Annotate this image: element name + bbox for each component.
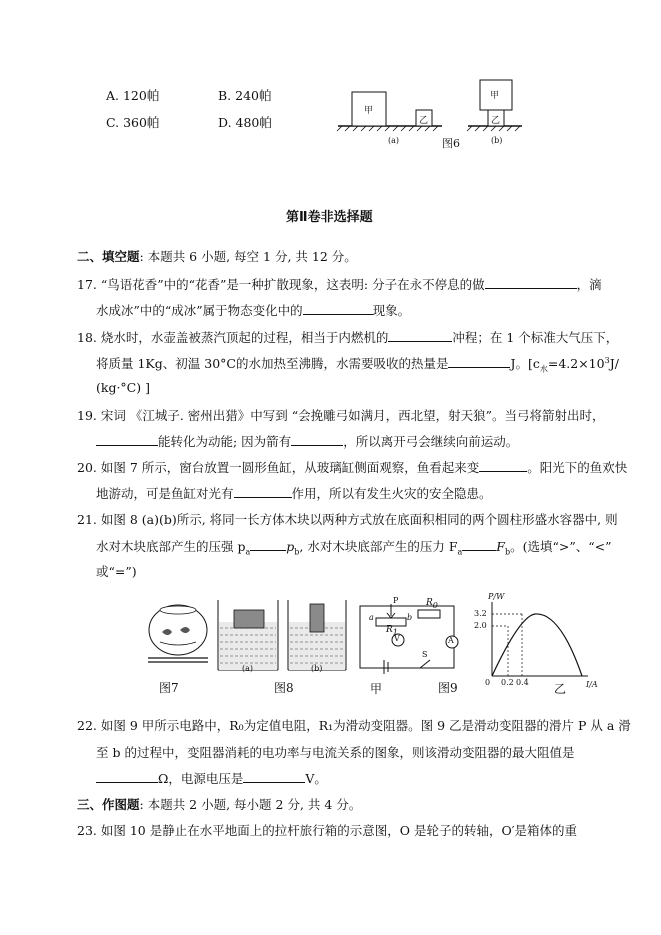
x-tick-0: 0 bbox=[485, 678, 491, 687]
figure-6 bbox=[330, 78, 530, 153]
q18-text-2c: =4.2×10 bbox=[547, 356, 605, 371]
q19-line1 bbox=[77, 406, 605, 424]
q22-blank-1[interactable] bbox=[96, 770, 158, 783]
fig6-label-a: (a) bbox=[388, 136, 400, 145]
q18-text-1a: 烧水时，水壶盖被蒸汽顶起的过程，相当于内燃机的 bbox=[100, 330, 389, 345]
q22-line3 bbox=[96, 769, 327, 787]
q23-text-1: 如图 10 是静止在水平地面上的拉杆旅行箱的示意图，O 是轮子的转轴，O′是箱体的重 bbox=[100, 823, 578, 838]
i-axis-label: I/A bbox=[586, 680, 598, 689]
end-label-b: b bbox=[407, 613, 413, 622]
q21-text-2b: , 水对木块底部产生的压力 F bbox=[299, 539, 458, 554]
fig6-jia-b: 甲 bbox=[490, 91, 500, 101]
graph-label-yi: 乙 bbox=[554, 682, 567, 696]
q22-number: 22. bbox=[77, 718, 97, 733]
fig8-label-b: (b) bbox=[311, 664, 323, 673]
q21-sub-b: b bbox=[294, 547, 300, 557]
fish-bowl-drawing bbox=[148, 605, 208, 662]
voltmeter-label: V bbox=[394, 634, 400, 643]
ammeter-label: A bbox=[448, 636, 454, 645]
fig7-caption: 图7 bbox=[159, 681, 179, 695]
q17-number: 17. bbox=[77, 277, 97, 292]
section-title: 第Ⅱ卷非选择题 bbox=[286, 210, 373, 225]
part2-heading: 二、填空题 bbox=[77, 249, 140, 264]
q21-text-2a: 水对木块底部产生的压强 p bbox=[96, 539, 246, 554]
part3-heading: 三、作图题 bbox=[77, 797, 140, 812]
q17-blank-2[interactable] bbox=[303, 302, 373, 315]
q21-sub-a: a bbox=[245, 547, 251, 557]
fig6-yi-a: 乙 bbox=[419, 116, 429, 126]
q21-sub-fa: a bbox=[457, 547, 463, 557]
q17-text-2a: 水成冰”中的“成冰”属于物态变化中的 bbox=[96, 303, 303, 318]
fig6-jia-a: 甲 bbox=[364, 106, 374, 116]
q18-text-2a: 将质量 1Kg、初温 30°C的水加热至沸腾，水需要吸收的热量是 bbox=[96, 356, 449, 371]
q20-line2 bbox=[96, 484, 492, 502]
q19-text-2a: 能转化为动能; 因为箭有 bbox=[158, 434, 292, 449]
q18-line2 bbox=[96, 354, 619, 375]
x-tick-0-2: 0.2 bbox=[501, 678, 514, 687]
q22-line2: 至 b 的过程中，变阻器消耗的电功率与电流关系的图象，则该滑动变阻器的最大阻值是 bbox=[96, 745, 575, 760]
q22-text-3b: V。 bbox=[305, 771, 327, 786]
switch-label: S bbox=[422, 650, 428, 659]
q20-text-2b: 作用，所以有发生火灾的安全隐患。 bbox=[291, 486, 492, 501]
q21-blank-1[interactable] bbox=[250, 538, 286, 551]
p-axis-label: P/W bbox=[488, 592, 505, 601]
container-a-drawing bbox=[218, 600, 278, 670]
slider-label-p: P bbox=[393, 596, 399, 605]
end-label-a: a bbox=[369, 613, 374, 622]
q21-text-1: 如图 8 (a)(b)所示, 将同一长方体木块以两种方式放在底面积相同的两个圆柱形盛水容器中, 则 bbox=[100, 512, 618, 527]
fig6-label-b: (b) bbox=[491, 136, 503, 145]
q23-number: 23. bbox=[77, 823, 97, 838]
r0-label: R0 bbox=[426, 598, 438, 610]
x-tick-0-4: 0.4 bbox=[516, 678, 529, 687]
option-b: B. 240帕 bbox=[218, 88, 272, 103]
q19-blank-2[interactable] bbox=[291, 433, 343, 446]
q17-line2 bbox=[96, 301, 410, 319]
y-tick-3-2: 3.2 bbox=[474, 609, 487, 618]
q22-text-3a: Ω，电源电压是 bbox=[158, 771, 244, 786]
q18-line1 bbox=[77, 328, 618, 346]
q18-text-1b: 冲程；在 1 个标准大气压下， bbox=[452, 330, 619, 345]
q18-number: 18. bbox=[77, 330, 97, 345]
q21-sub-fb: b bbox=[504, 547, 511, 557]
fig8-caption: 图8 bbox=[274, 681, 294, 695]
q21-p: p bbox=[286, 539, 295, 554]
q18-line3: (kg·°C) ] bbox=[96, 380, 150, 395]
q21-number: 21. bbox=[77, 512, 97, 527]
q20-blank-2[interactable] bbox=[234, 485, 292, 498]
r1-label: R1 bbox=[386, 625, 398, 637]
q18-sup: 3 bbox=[604, 355, 610, 365]
q21-line1 bbox=[77, 510, 618, 528]
q20-blank-1[interactable] bbox=[479, 459, 527, 472]
circuit-label-jia: 甲 bbox=[370, 682, 383, 696]
q19-blank-1[interactable] bbox=[96, 433, 158, 446]
q18-text-2d: J/ bbox=[609, 356, 619, 371]
q19-line2 bbox=[96, 432, 518, 450]
q20-text-1b: 。阳光下的鱼欢快 bbox=[527, 460, 628, 475]
q20-number: 20. bbox=[77, 460, 97, 475]
q22-blank-2[interactable] bbox=[243, 770, 305, 783]
q19-number: 19. bbox=[77, 408, 97, 423]
q20-text-2a: 地游动，可是鱼缸对光有 bbox=[96, 486, 234, 501]
fig9-caption: 图9 bbox=[438, 681, 458, 695]
fig6-yi-b: 乙 bbox=[491, 116, 501, 126]
y-tick-2-0: 2.0 bbox=[474, 621, 487, 630]
q18-blank-1[interactable] bbox=[388, 329, 452, 342]
power-graph-drawing bbox=[492, 602, 588, 676]
q17-text-1b: ，滴 bbox=[576, 277, 602, 292]
q20-text-1a: 如图 7 所示，窗台放置一圆形鱼缸，从玻璃缸侧面观察，鱼看起来变 bbox=[100, 460, 480, 475]
figures-row bbox=[140, 592, 600, 696]
fig6-caption: 图6 bbox=[442, 137, 460, 150]
option-c: C. 360帕 bbox=[106, 115, 160, 130]
q17-text-2b: 现象。 bbox=[372, 303, 411, 318]
option-a: A. 120帕 bbox=[106, 88, 160, 103]
q17-blank-1[interactable] bbox=[485, 276, 577, 289]
container-b-drawing bbox=[288, 600, 346, 670]
part3-heading-line bbox=[77, 795, 361, 813]
q17-line1 bbox=[77, 275, 602, 293]
part2-heading-line bbox=[77, 247, 357, 265]
q22-text-1: 如图 9 甲所示电路中，R₀为定值电阻，R₁为滑动变阻器。图 9 乙是滑动变阻器的滑片 P 从 a 滑 bbox=[100, 718, 631, 733]
q19-text-2b: ，所以离开弓会继续向前运动。 bbox=[343, 434, 519, 449]
q18-text-2b: J。[c bbox=[510, 356, 540, 371]
option-d: D. 480帕 bbox=[218, 115, 272, 130]
q20-line1 bbox=[77, 458, 627, 476]
q22-line1 bbox=[77, 716, 631, 734]
q21-blank-2[interactable] bbox=[462, 538, 496, 551]
q18-sub-water: 水 bbox=[539, 364, 548, 374]
part2-desc: : 本题共 6 小题, 每空 1 分, 共 12 分。 bbox=[139, 249, 357, 264]
part3-desc: : 本题共 2 小题, 每小题 2 分, 共 4 分。 bbox=[139, 797, 362, 812]
q23-line1 bbox=[77, 821, 577, 839]
q17-text-1a: “鸟语花香”中的“花香”是一种扩散现象，这表明: 分子在永不停息的做 bbox=[100, 277, 485, 292]
q21-line2 bbox=[96, 537, 612, 557]
q21-line3: 或“=”) bbox=[96, 564, 137, 579]
q18-blank-2[interactable] bbox=[448, 355, 510, 368]
fig8-label-a: (a) bbox=[242, 664, 254, 673]
q19-text-1: 宋词 《江城子. 密州出猎》中写到 “会挽雕弓如满月，西北望，射天狼”。当弓将箭射出时， bbox=[100, 408, 605, 423]
q21-text-2c: 。(选填“>”、“<” bbox=[510, 539, 612, 554]
q21-f: F bbox=[496, 539, 505, 554]
